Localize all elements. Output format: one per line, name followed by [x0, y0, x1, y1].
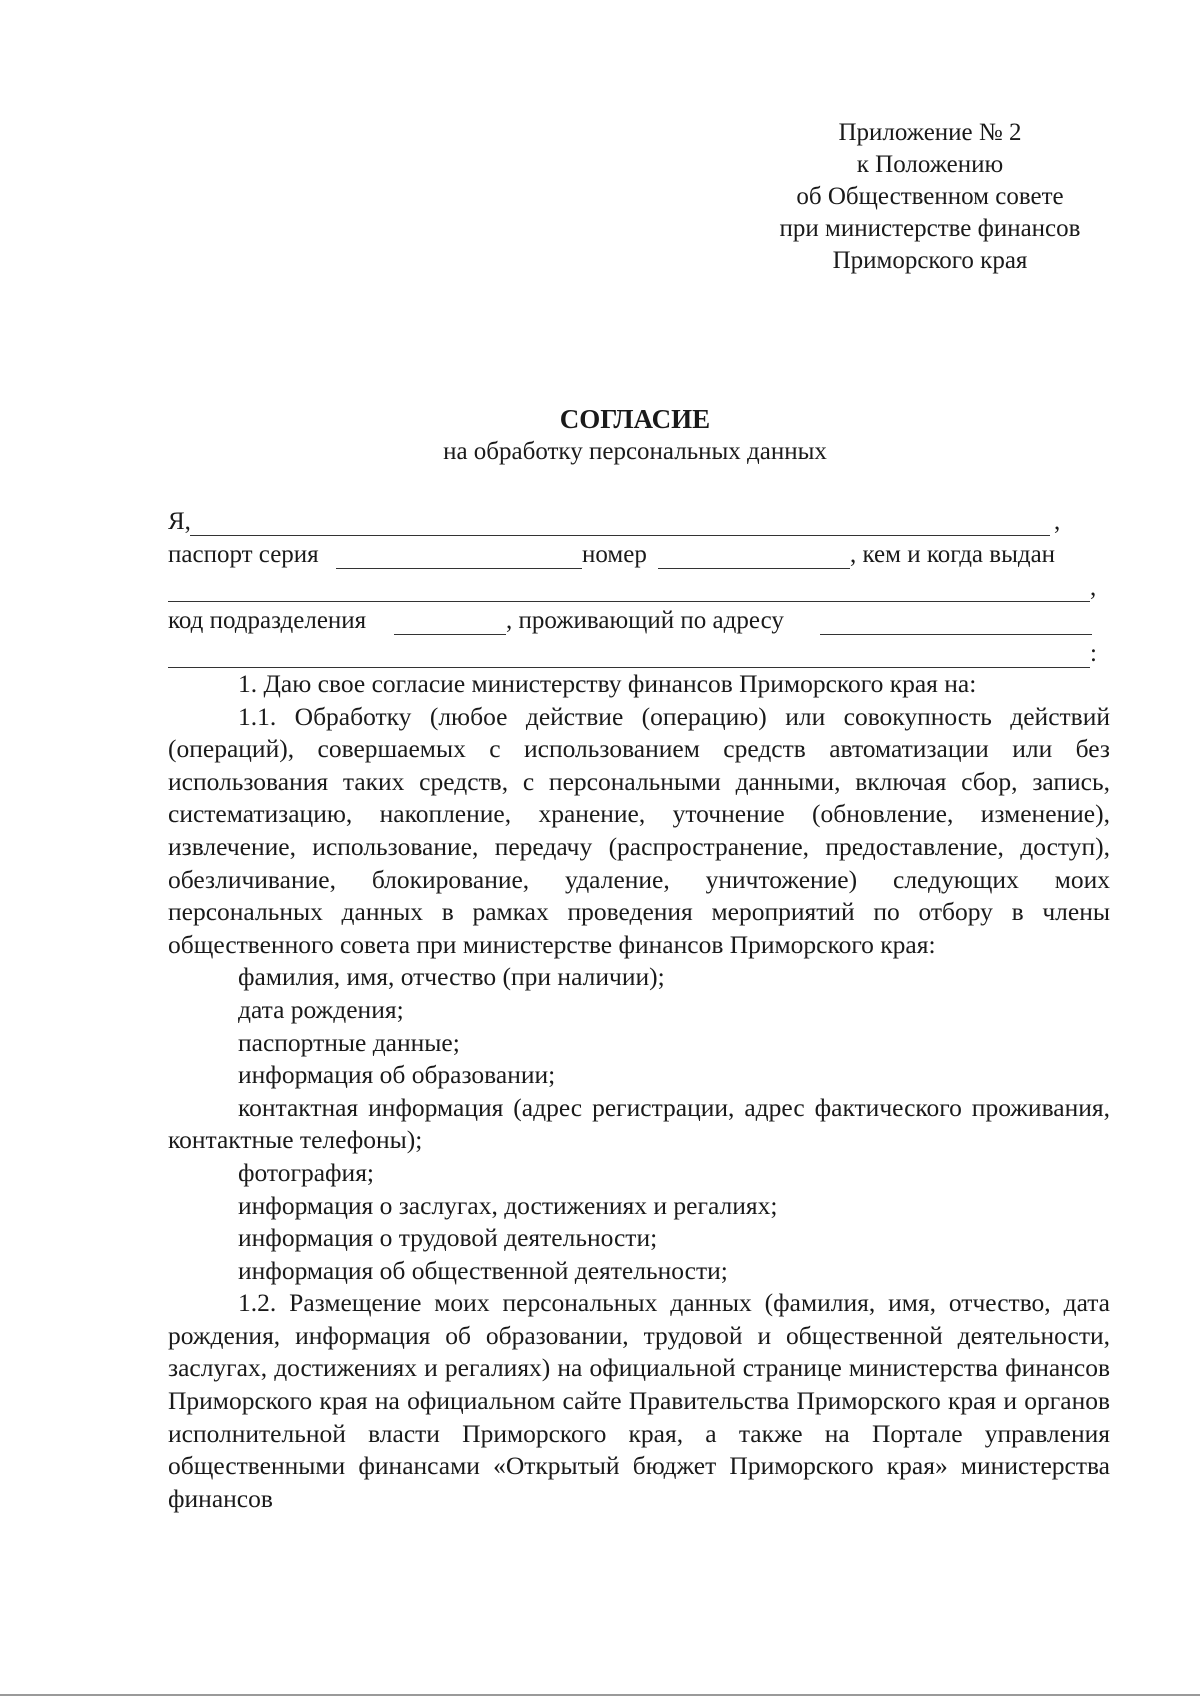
list-item: информация о заслугах, достижениях и регалиях; — [238, 1190, 778, 1220]
appendix-line-1: Приложение № 2 — [838, 119, 1022, 146]
list-item: информация о трудовой деятельности; — [238, 1223, 658, 1253]
blank-address — [820, 634, 1092, 635]
blank-issued-by — [168, 601, 1090, 602]
appendix-line-5: Приморского края — [832, 247, 1028, 274]
appendix-line-2: к Положению — [856, 151, 1004, 178]
list-item: информация об образовании; — [238, 1060, 556, 1090]
form-row-passport — [168, 541, 1096, 575]
list-item: фотография; — [238, 1157, 375, 1187]
appendix-line-3: об Общественном совете — [796, 183, 1064, 210]
blank-division-code — [394, 634, 506, 635]
form-row-name — [168, 508, 1096, 542]
list-item: паспортные данные; — [238, 1027, 460, 1057]
label-residing: , проживающий по адресу — [506, 607, 784, 634]
document-subtitle: на обработку персональных данных — [443, 438, 827, 465]
list-item: дата рождения; — [238, 994, 404, 1024]
blank-passport-series — [336, 568, 582, 569]
blank-passport-number — [658, 568, 850, 569]
label-division-code: код подразделения — [168, 607, 367, 634]
paragraph-1: 1. Даю свое согласие министерству финансов Приморского края на: — [238, 669, 977, 698]
label-number: номер — [582, 541, 647, 568]
form-row-issued — [168, 574, 1096, 608]
list-item: контактная информация (адрес регистрации, адрес фактического проживания, контактные телефоны); — [168, 1092, 1110, 1155]
blank-full-name — [190, 535, 1050, 536]
paragraph-1-2: 1.2. Размещение моих персональных данных (фамилия, имя, отчество, дата рождения, информация об образовании, трудовой и общественной деятельности, заслугах, достижениях и регалиях) на официальной странице министерства финансов Приморского края на официальном сайте Правительства Приморского края и органов исполнительной власти Приморского края, а также на Портале управления общественными финансами «Открытый бюджет Приморского края» министерства финансов — [168, 1288, 1110, 1513]
comma-mark: , — [1090, 574, 1097, 601]
scan-edge-line — [0, 1694, 1200, 1696]
list-item: информация об общественной деятельности; — [238, 1255, 728, 1285]
list-item: фамилия, имя, отчество (при наличии); — [238, 962, 665, 992]
form-row-division — [168, 607, 1096, 641]
paragraph-1-1: 1.1. Обработку (любое действие (операцию) или совокупность действий (операций), совершаемых с использованием средств автоматизации или без использования таких средств, с персональными данными, включая сбор, запись, систематизацию, накопление, хранение, уточнение (обновление, изменение), извлечение, использование, передачу (распространение, предоставление, доступ), обезличивание, блокирование, удаление, уничтожение) следующих моих персональных данных в рамках проведения мероприятий по отбору в члены общественного совета при министерстве финансов Приморского края: — [168, 701, 1110, 959]
document-title: СОГЛАСИЕ — [559, 404, 711, 434]
consent-body — [168, 668, 1110, 1515]
label-i: Я, — [168, 508, 191, 535]
appendix-line-4: при министерстве финансов — [779, 215, 1081, 242]
label-issued-by: , кем и когда выдан — [850, 541, 1056, 568]
appendix-header — [720, 117, 1140, 277]
comma-mark: , — [1054, 508, 1061, 535]
colon-mark: : — [1090, 640, 1097, 667]
label-passport-series: паспорт серия — [168, 541, 319, 568]
